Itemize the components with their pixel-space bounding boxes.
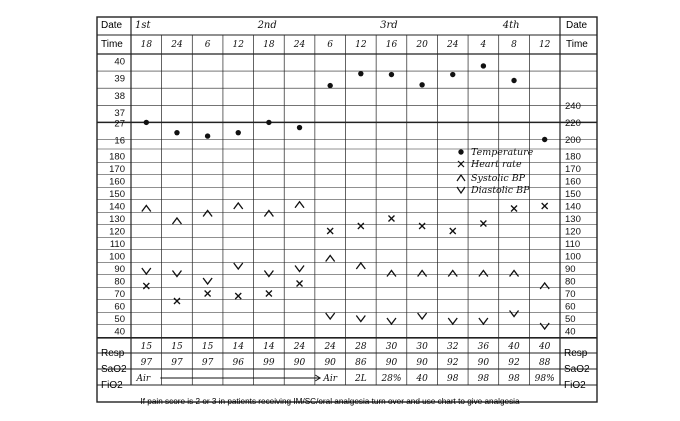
resp-value: 24 — [293, 342, 306, 352]
right-scale-label: 40 — [565, 326, 576, 338]
heart-rate-cross — [388, 216, 394, 222]
fio2-value: 40 — [416, 374, 428, 384]
footer-note: If pain score is 2 or 3 in patients receiving IM/SC/oral analgesia turn over and use chart to give analgesia — [140, 397, 520, 406]
time-label: 18 — [263, 40, 275, 50]
left-scale-label: 40 — [114, 56, 125, 68]
left-scale-label: 70 — [114, 289, 125, 300]
resp-value: 15 — [171, 342, 183, 352]
heart-rate-cross — [174, 298, 180, 304]
right-scale-label: 90 — [565, 264, 576, 275]
left-scale-label: 27 — [114, 118, 125, 130]
systolic-caret — [172, 218, 181, 224]
temperature-dot — [450, 72, 455, 77]
sao2-value: 97 — [171, 358, 183, 368]
sao2-value: 99 — [263, 358, 275, 368]
fio2-value: Air — [136, 374, 151, 384]
left-scale-label: 160 — [109, 176, 125, 188]
heart-rate-cross — [542, 203, 548, 209]
resp-value: 40 — [508, 342, 520, 352]
time-label: 20 — [416, 40, 428, 50]
heart-rate-cross — [235, 293, 241, 299]
diastolic-caret — [387, 318, 396, 324]
systolic-caret — [326, 256, 335, 262]
temperature-dot — [358, 71, 363, 76]
time-label: 16 — [385, 40, 398, 50]
resp-value: 24 — [324, 342, 336, 352]
resp-value: 14 — [263, 342, 275, 352]
resp-value: 15 — [140, 342, 153, 352]
temperature-dot — [511, 78, 516, 83]
legend-label: Temperature — [471, 147, 534, 158]
temperature-dot — [144, 120, 149, 125]
time-label: 18 — [140, 40, 153, 50]
time-label: 12 — [355, 40, 367, 50]
systolic-caret — [142, 206, 151, 212]
sao2-value: 97 — [140, 358, 153, 368]
resp-value: 30 — [416, 342, 428, 352]
diastolic-caret — [418, 313, 427, 319]
heart-rate-cross — [480, 221, 486, 227]
systolic-caret — [234, 203, 243, 209]
left-scale-label: 80 — [114, 276, 125, 288]
sao2-value: 90 — [293, 358, 306, 368]
left-scale-label: 37 — [114, 107, 125, 119]
diastolic-caret — [356, 316, 365, 322]
sao2-value: 92 — [508, 358, 520, 368]
right-scale-label: 180 — [565, 151, 581, 163]
diastolic-caret — [510, 311, 519, 317]
resp-header-right: Resp — [564, 348, 588, 359]
temperature-dot — [327, 83, 332, 88]
sao2-value: 90 — [324, 358, 336, 368]
fio2-value: 98 — [477, 374, 490, 384]
temperature-dot — [481, 63, 486, 68]
resp-value: 32 — [447, 342, 459, 352]
systolic-caret — [510, 271, 519, 277]
chart-marks — [135, 63, 554, 384]
date-header-right: Date — [566, 20, 588, 31]
sao2-value: 90 — [416, 358, 428, 368]
legend-label: Heart rate — [471, 159, 522, 170]
left-scale-label: 180 — [109, 151, 125, 163]
temperature-dot — [542, 137, 547, 142]
time-header-left: Time — [101, 39, 123, 50]
right-scale-label: 60 — [565, 301, 576, 313]
heart-rate-cross — [419, 223, 425, 229]
legend-caret-down-icon — [457, 187, 465, 193]
temperature-dot — [236, 130, 241, 135]
time-label: 24 — [447, 40, 459, 50]
resp-value: 15 — [201, 342, 214, 352]
left-scale-label: 130 — [109, 214, 125, 225]
heart-rate-cross — [143, 283, 149, 289]
diastolic-caret — [142, 268, 151, 274]
right-scale-label: 80 — [565, 276, 576, 288]
diastolic-caret — [540, 323, 549, 329]
time-label: 12 — [232, 40, 244, 50]
resp-header-left: Resp — [101, 348, 125, 359]
sao2-header-left: SaO2 — [101, 364, 127, 375]
sao2-value: 86 — [355, 358, 367, 368]
left-scale-label: 38 — [114, 90, 125, 102]
left-scale-label: 50 — [114, 314, 125, 325]
fio2-value: Air — [323, 374, 338, 384]
temperature-dot — [205, 133, 210, 138]
heart-rate-cross — [327, 228, 333, 234]
heart-rate-cross — [266, 291, 272, 297]
right-scale-label: 120 — [565, 226, 581, 238]
sao2-value: 96 — [232, 358, 244, 368]
resp-value: 28 — [355, 342, 367, 352]
legend-caret-up-icon — [457, 175, 465, 181]
fio2-value: 98 — [508, 374, 520, 384]
diastolic-caret — [326, 313, 335, 319]
time-label: 6 — [204, 40, 211, 50]
left-scale-label: 120 — [109, 226, 125, 238]
right-scale-label: 240 — [565, 100, 581, 112]
time-label: 24 — [171, 40, 183, 50]
diastolic-caret — [203, 278, 212, 284]
diastolic-caret — [295, 266, 304, 272]
resp-value: 40 — [538, 342, 551, 352]
temperature-dot — [266, 120, 271, 125]
sao2-value: 97 — [201, 358, 214, 368]
fio2-header-right: FiO2 — [564, 380, 586, 391]
diastolic-caret — [448, 318, 457, 324]
left-scale-label: 39 — [114, 73, 125, 85]
right-scale-label: 130 — [565, 214, 581, 225]
heart-rate-cross — [511, 206, 517, 212]
legend-dot-icon — [458, 149, 463, 154]
systolic-caret — [479, 271, 488, 277]
date-label: 4th — [502, 20, 520, 31]
sao2-header-right: SaO2 — [564, 364, 590, 375]
time-label: 6 — [327, 40, 334, 50]
left-scale-label: 90 — [114, 264, 125, 275]
right-scale-label: 50 — [565, 314, 576, 325]
time-label: 24 — [293, 40, 306, 50]
left-scale-label: 170 — [109, 164, 125, 175]
fio2-value: 98% — [534, 374, 555, 384]
resp-value: 14 — [232, 342, 244, 352]
date-label: 1st — [135, 20, 151, 31]
temperature-dot — [174, 130, 179, 135]
right-scale-label: 200 — [565, 135, 581, 146]
date-header-left: Date — [101, 20, 123, 31]
temperature-dot — [297, 125, 302, 130]
systolic-caret — [418, 271, 427, 277]
time-label: 8 — [511, 40, 517, 50]
right-scale-label: 70 — [565, 289, 576, 300]
heart-rate-cross — [450, 228, 456, 234]
right-scale-label: 100 — [565, 251, 581, 263]
legend-label: Systolic BP — [471, 173, 526, 184]
fio2-value: 28% — [381, 374, 402, 384]
right-scale-label: 150 — [565, 189, 581, 200]
temperature-dot — [419, 82, 424, 87]
sao2-value: 90 — [385, 358, 398, 368]
left-scale-label: 40 — [114, 326, 125, 338]
right-scale-label: 160 — [565, 176, 581, 188]
time-label: 12 — [538, 40, 551, 50]
sao2-value: 88 — [538, 358, 551, 368]
time-label: 4 — [480, 40, 487, 50]
legend-label: Diastolic BP — [471, 185, 530, 196]
diastolic-caret — [479, 318, 488, 324]
systolic-caret — [264, 211, 273, 217]
right-scale-label: 110 — [565, 239, 581, 250]
right-scale-label: 140 — [565, 201, 581, 213]
diastolic-caret — [234, 263, 243, 269]
heart-rate-cross — [297, 281, 303, 287]
left-scale-label: 140 — [109, 201, 125, 213]
heart-rate-cross — [205, 291, 211, 297]
left-scale-label: 60 — [114, 301, 125, 313]
diastolic-caret — [172, 271, 181, 277]
heart-rate-cross — [358, 223, 364, 229]
left-scale-label: 100 — [109, 251, 125, 263]
time-header-right: Time — [566, 39, 588, 50]
diastolic-caret — [264, 271, 273, 277]
temperature-dot — [389, 72, 394, 77]
left-scale-label: 110 — [109, 239, 125, 250]
date-label: 2nd — [257, 20, 277, 31]
systolic-caret — [356, 263, 365, 269]
systolic-caret — [203, 211, 212, 217]
right-scale-label: 220 — [565, 117, 581, 129]
sao2-value: 92 — [447, 358, 459, 368]
fio2-value: 98 — [447, 374, 459, 384]
fio2-value: 2L — [354, 374, 367, 384]
chart-legend — [457, 147, 534, 196]
left-scale-label: 16 — [114, 135, 125, 147]
resp-value: 36 — [477, 342, 490, 352]
date-label: 3rd — [380, 20, 398, 31]
systolic-caret — [387, 271, 396, 277]
resp-value: 30 — [385, 342, 398, 352]
systolic-caret — [540, 283, 549, 289]
systolic-caret — [448, 271, 457, 277]
sao2-value: 90 — [477, 358, 490, 368]
left-scale-label: 150 — [109, 189, 125, 200]
systolic-caret — [295, 202, 304, 208]
right-scale-label: 170 — [565, 164, 581, 175]
fio2-header-left: FiO2 — [101, 380, 123, 391]
